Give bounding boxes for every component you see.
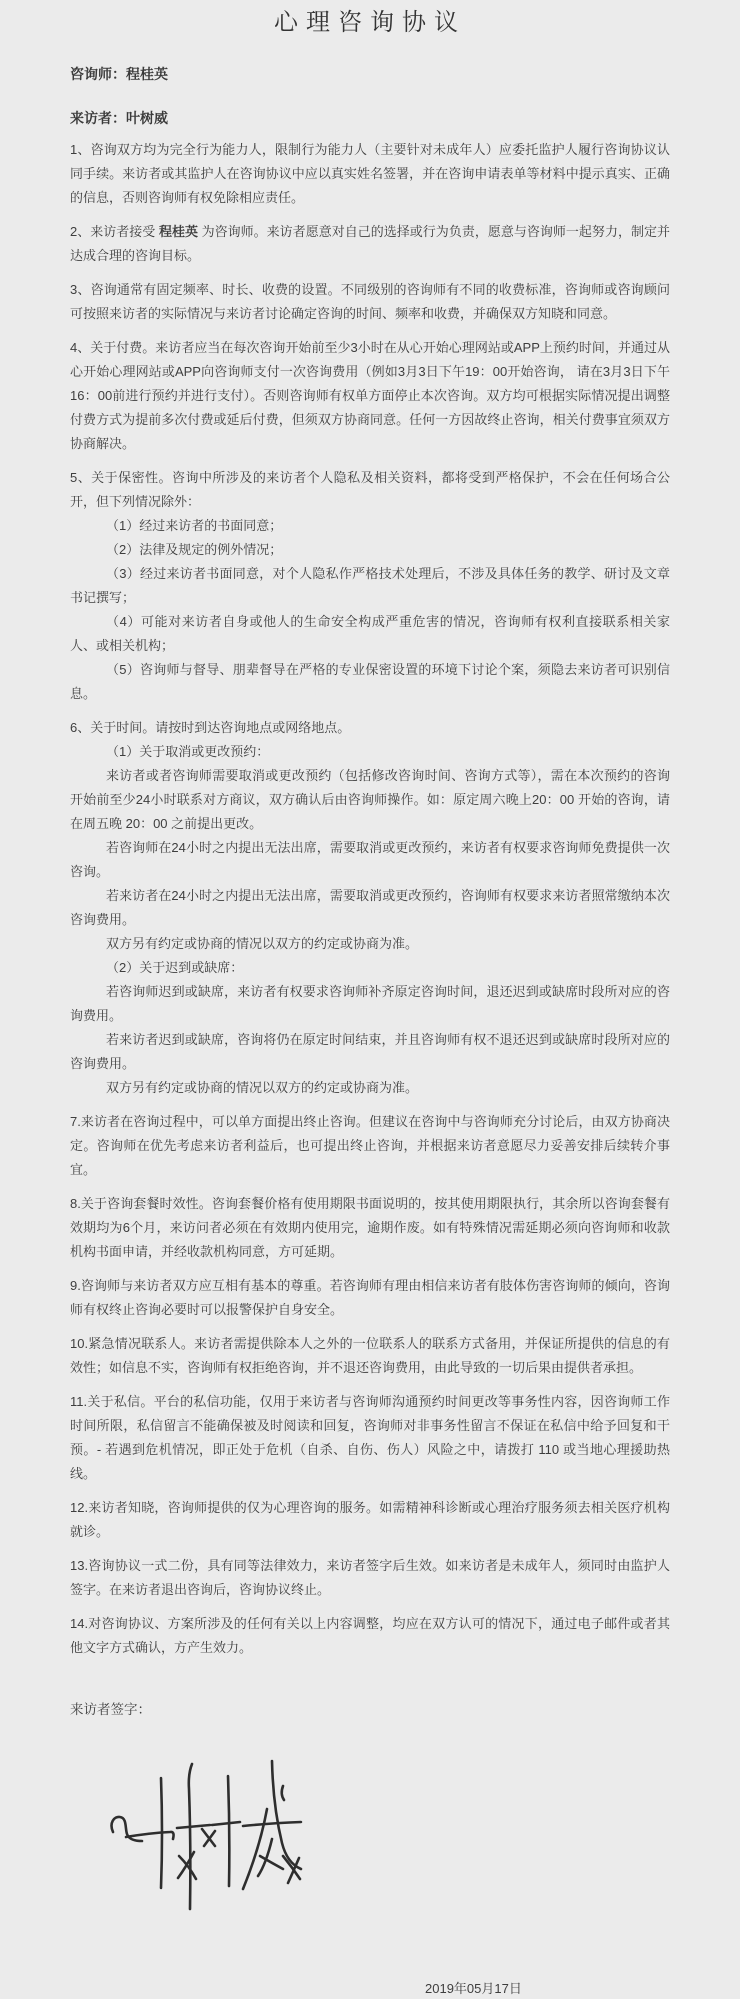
clause-6-sub-3: 若咨询师在24小时之内提出无法出席，需要取消或更改预约，来访者有权要求咨询师免费提供一次咨询。 [70, 840, 670, 879]
clause-6-sub-1: （1）关于取消或更改预约： [106, 744, 270, 759]
clause-6-sub-5: 双方另有约定或协商的情况以双方的约定或协商为准。 [106, 936, 419, 951]
clause-13: 13.咨询协议一式二份，具有同等法律效力，来访者签字后生效。如来访者是未成年人，须同时由监护人签字。在来访者退出咨询后，咨询协议终止。 [70, 1558, 670, 1597]
clause-5: 5、关于保密性。咨询中所涉及的来访者个人隐私及相关资料，都将受到严格保护，不会在任何场合公开，但下列情况除外： [70, 470, 670, 509]
clause-6-sub-9: 双方另有约定或协商的情况以双方的约定或协商为准。 [106, 1080, 419, 1095]
clause-7: 7.来访者在咨询过程中，可以单方面提出终止咨询。但建议在咨询中与咨询师充分讨论后，由双方协商决定。咨询师在优先考虑来访者利益后，也可提出终止咨询，并根据来访者意愿尽力妥善安排后续转介事宜。 [70, 1114, 670, 1177]
clause-4: 4、关于付费。来访者应当在每次咨询开始前至少3小时在从心开始心理网站或APP上预约时间，并通过从心开始心理网站或APP向咨询师支付一次咨询费用（例如3月3日下午19：00开始咨询， 请在3月3日下午16：00前进行预约并进行支付）。否则咨询师有权单方面停止本次咨询。双方均可根据实际情况提出调整付费方式为提前多次付费或延后付费，但须双方协商同意。任何一方因故终止咨询，相关付费事宜须双方协商解决。 [70, 340, 670, 451]
signature-date: 2019年05月17日 [425, 1981, 522, 1996]
clause-12: 12.来访者知晓，咨询师提供的仅为心理咨询的服务。如需精神科诊断或心理治疗服务须去相关医疗机构就诊。 [70, 1500, 670, 1539]
counselor-name-inline: 程桂英 [158, 224, 198, 239]
signature-label: 来访者签字： [70, 1702, 151, 1717]
client-signature [80, 1746, 360, 1916]
counselor-line [70, 64, 670, 84]
counselor-label: 咨询师： [70, 66, 126, 82]
clause-10: 10.紧急情况联系人。来访者需提供除本人之外的一位联系人的联系方式备用，并保证所提供的信息的有效性；如信息不实，咨询师有权拒绝咨询，并不退还咨询费用，由此导致的一切后果由提供者承担。 [70, 1336, 670, 1375]
counselor-name: 程桂英 [126, 66, 168, 82]
clause-8: 8.关于咨询套餐时效性。咨询套餐价格有使用期限书面说明的，按其使用期限执行，其余所以咨询套餐有效期均为6个月，来访问者必须在有效期内使用完，逾期作废。如有特殊情况需延期必须向咨询师和收款机构书面申请，并经收款机构同意，方可延期。 [70, 1196, 670, 1259]
clause-text-part: 2、来访者接受 [70, 224, 159, 239]
clause-6: 6、关于时间。请按时到达咨询地点或网络地点。 [70, 720, 351, 735]
clause-text-part: 为咨询师。来访者愿意对自己的选择或行为负责，愿意与咨询师一起努力，制定并达成合理的咨询目标。 [70, 224, 670, 263]
clause-6-sub-2: 来访者或者咨询师需要取消或更改预约（包括修改咨询时间、咨询方式等），需在本次预约的咨询开始前至少24小时联系对方商议，双方确认后由咨询师操作。如：原定周六晚上20：00 开始的咨询，请在周五晚 20：00 之前提出更改。 [70, 768, 670, 831]
clause-9: 9.咨询师与来访者双方应互相有基本的尊重。若咨询师有理由相信来访者有肢体伤害咨询师的倾向，咨询师有权终止咨询必要时可以报警保护自身安全。 [70, 1278, 670, 1317]
client-line [70, 108, 670, 128]
clause-3: 3、咨询通常有固定频率、时长、收费的设置。不同级别的咨询师有不同的收费标准，咨询师或咨询顾问可按照来访者的实际情况与来访者讨论确定咨询的时间、频率和收费，并确保双方知晓和同意。 [70, 282, 670, 321]
page-title: 心理咨询协议 [274, 9, 466, 36]
client-label: 来访者： [70, 110, 126, 126]
clause-2 [70, 220, 670, 268]
clause-6-sub-7: 若咨询师迟到或缺席，来访者有权要求咨询师补齐原定咨询时间，退还迟到或缺席时段所对应的咨询费用。 [70, 984, 670, 1023]
clause-6-sub-4: 若来访者在24小时之内提出无法出席，需要取消或更改预约，咨询师有权要求来访者照常缴纳本次咨询费用。 [70, 888, 670, 927]
clause-11: 11.关于私信。平台的私信功能，仅用于来访者与咨询师沟通预约时间更改等事务性内容，因咨询师工作时间所限，私信留言不能确保被及时阅读和回复，咨询师对非事务性留言不保证在私信中给予回复和干预。- 若遇到危机情况，即正处于危机（自杀、自伤、伤人）风险之中，请拨打 110 或当地心理援助热线。 [70, 1394, 670, 1481]
clauses-list [70, 138, 670, 1660]
clause-5-sub-5: （5）咨询师与督导、朋辈督导在严格的专业保密设置的环境下讨论个案，须隐去来访者可识别信息。 [70, 662, 670, 701]
clause-14: 14.对咨询协议、方案所涉及的任何有关以上内容调整，均应在双方认可的情况下，通过电子邮件或者其他文字方式确认，方产生效力。 [70, 1616, 670, 1655]
clause-1: 1、咨询双方均为完全行为能力人，限制行为能力人（主要针对未成年人）应委托监护人履行咨询协议认同手续。来访者或其监护人在咨询协议中应以真实姓名签署，并在咨询申请表单等材料中提示真实、正确的信息，否则咨询师有权免除相应责任。 [70, 142, 670, 205]
clause-5-sub-1: （1）经过来访者的书面同意； [106, 518, 283, 533]
clause-6-sub-6: （2）关于迟到或缺席： [106, 960, 244, 975]
signature-ink-drawing [80, 1746, 360, 1916]
clause-6-sub-8: 若来访者迟到或缺席，咨询将仍在原定时间结束，并且咨询师有权不退还迟到或缺席时段所对应的咨询费用。 [70, 1032, 670, 1071]
clause-5-sub-3: （3）经过来访者书面同意，对个人隐私作严格技术处理后，不涉及具体任务的教学、研讨及文章书记撰写； [70, 566, 670, 605]
clause-5-sub-4: （4）可能对来访者自身或他人的生命安全构成严重危害的情况，咨询师有权利直接联系相关家人、或相关机构； [70, 614, 670, 653]
client-name: 叶树威 [126, 110, 168, 126]
clause-5-sub-2: （2）法律及规定的例外情况； [106, 542, 283, 557]
